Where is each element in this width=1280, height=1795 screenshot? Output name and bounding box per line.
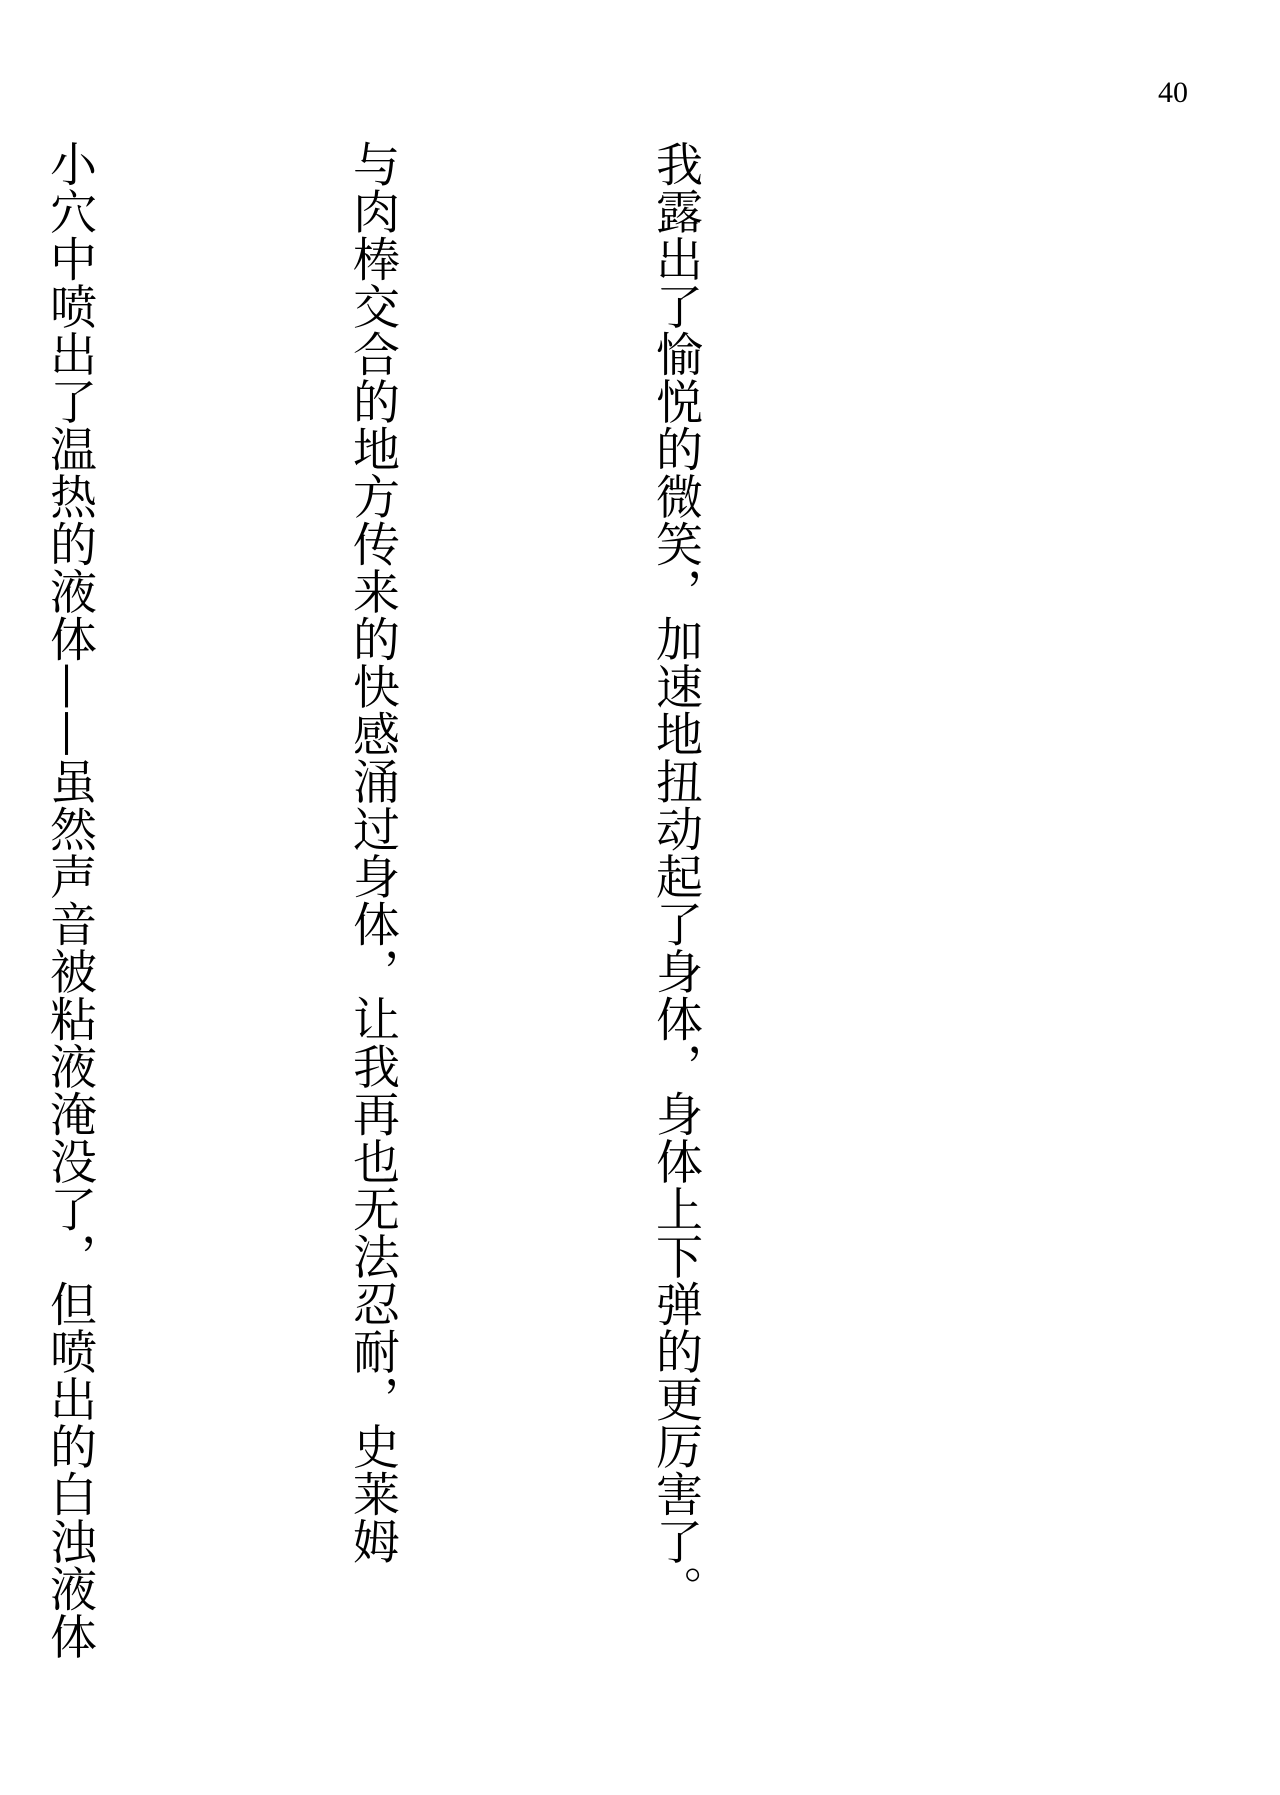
page-number: 40 xyxy=(1158,76,1188,109)
paragraph-1 xyxy=(0,140,928,1700)
text-line: 我露出了愉悦的微笑，加速地扭动起了身体，身体上下弹的更厉害了。 xyxy=(648,140,703,1613)
vertical-text-body xyxy=(0,140,1180,1700)
text-line: 小穴中喷出了温热的液体——虽然声音被粘液淹没了，但喷出的白浊液体 xyxy=(42,140,97,1660)
text-line: 与肉棒交合的地方传来的快感涌过身体，让我再也无法忍耐，史莱姆 xyxy=(345,140,400,1565)
